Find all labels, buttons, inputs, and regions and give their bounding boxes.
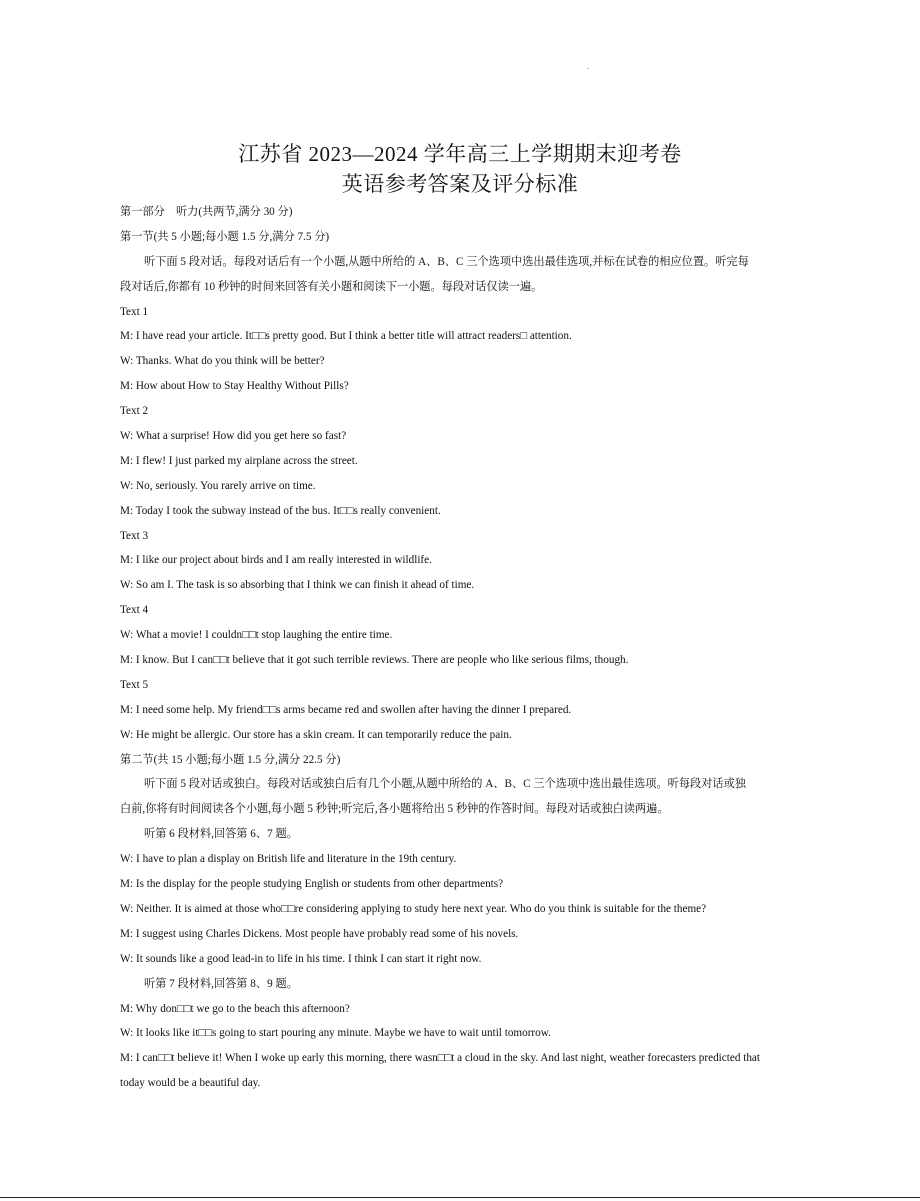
text-label: Text 4 bbox=[120, 604, 149, 617]
dialogue-line: M: Is the display for the people studying English or students from other departments? bbox=[120, 878, 504, 891]
dialogue-line: M: I suggest using Charles Dickens. Most people have probably read some of his novels. bbox=[120, 927, 519, 940]
dialogue-line: M: I flew! I just parked my airplane across the street. bbox=[120, 454, 358, 467]
page-subtitle: 英语参考答案及评分标准 bbox=[341, 172, 579, 196]
dialogue-line: W: No, seriously. You rarely arrive on time. bbox=[120, 479, 316, 492]
material-heading: 听第 7 段材料,回答第 8、9 题。 bbox=[144, 977, 298, 990]
dialogue-line: M: I know. But I can□□t believe that it got such terrible reviews. There are people who like serious films, though. bbox=[120, 654, 629, 667]
dialogue-line: W: What a surprise! How did you get here so fast? bbox=[120, 430, 347, 443]
instruction-line: 段对话后,你都有 10 秒钟的时间来回答有关小题和阅读下一小题。每段对话仅读一遍。 bbox=[120, 280, 543, 293]
section-heading: 第一节(共 5 小题;每小题 1.5 分,满分 7.5 分) bbox=[120, 230, 330, 243]
dialogue-line: W: So am I. The task is so absorbing that I think we can finish it ahead of time. bbox=[120, 579, 475, 592]
instruction-line: 听下面 5 段对话。每段对话后有一个小题,从题中所给的 A、B、C 三个选项中选出最佳选项,并标在试卷的相应位置。听完每 bbox=[144, 255, 749, 268]
header-mark: . bbox=[587, 62, 589, 71]
text-label: Text 1 bbox=[120, 305, 149, 318]
page-bottom-rule bbox=[0, 1197, 920, 1198]
dialogue-line: today would be a beautiful day. bbox=[120, 1077, 261, 1090]
dialogue-line: W: It looks like it□□s going to start pouring any minute. Maybe we have to wait until tomorrow. bbox=[120, 1027, 551, 1040]
dialogue-line: M: Today I took the subway instead of the bus. It□□s really convenient. bbox=[120, 504, 441, 517]
dialogue-line: W: Neither. It is aimed at those who□□re considering applying to study here next year. Who do you think is suitable for the theme? bbox=[120, 902, 707, 915]
dialogue-line: W: Thanks. What do you think will be better? bbox=[120, 355, 325, 368]
text-label: Text 5 bbox=[120, 678, 149, 691]
dialogue-line: M: I have read your article. It□□s pretty good. But I think a better title will attract readers□ attention. bbox=[120, 330, 572, 343]
instruction-line: 白前,你将有时间阅读各个小题,每小题 5 秒钟;听完后,各小题将给出 5 秒钟的作答时间。每段对话或独白读两遍。 bbox=[120, 803, 669, 816]
page-title: 江苏省 2023—2024 学年高三上学期期末迎考卷 bbox=[238, 142, 682, 166]
material-heading: 听第 6 段材料,回答第 6、7 题。 bbox=[144, 828, 298, 841]
dialogue-line: W: It sounds like a good lead-in to life in his time. I think I can start it right now. bbox=[120, 952, 482, 965]
instruction-line: 听下面 5 段对话或独白。每段对话或独白后有几个小题,从题中所给的 A、B、C 三个选项中选出最佳选项。听每段对话或独 bbox=[144, 778, 746, 791]
dialogue-line: M: How about How to Stay Healthy Without Pills? bbox=[120, 380, 349, 393]
text-label: Text 3 bbox=[120, 529, 149, 542]
dialogue-line: M: I need some help. My friend□□s arms became red and swollen after having the dinner I prepared. bbox=[120, 703, 572, 716]
text-label: Text 2 bbox=[120, 405, 149, 418]
dialogue-line: M: I can□□t believe it! When I woke up early this morning, there wasn□□t a cloud in the sky. And last night, weather forecasters predicted that bbox=[120, 1052, 760, 1065]
dialogue-line: W: He might be allergic. Our store has a skin cream. It can temporarily reduce the pain. bbox=[120, 728, 512, 741]
dialogue-line: M: I like our project about birds and I am really interested in wildlife. bbox=[120, 554, 432, 567]
section-heading: 第二节(共 15 小题;每小题 1.5 分,满分 22.5 分) bbox=[120, 753, 341, 766]
dialogue-line: W: What a movie! I couldn□□t stop laughing the entire time. bbox=[120, 629, 393, 642]
dialogue-line: M: Why don□□t we go to the beach this afternoon? bbox=[120, 1002, 350, 1015]
section-heading: 第一部分 听力(共两节,满分 30 分) bbox=[120, 206, 293, 218]
document-body bbox=[120, 200, 800, 1096]
dialogue-line: W: I have to plan a display on British life and literature in the 19th century. bbox=[120, 853, 457, 866]
